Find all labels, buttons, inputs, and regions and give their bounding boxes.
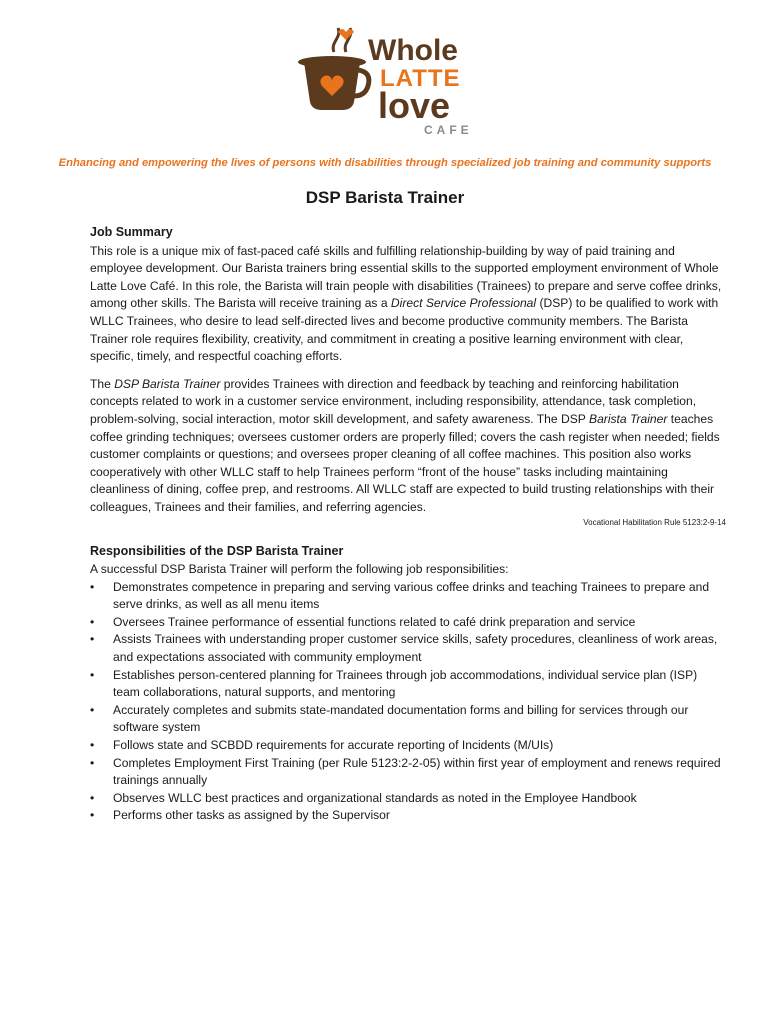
list-item-text: Establishes person-centered planning for Trainees through job accommodations, individual service plan (ISP) team collaborations, natural supports, and mentoring <box>113 667 698 700</box>
list-item <box>90 579 726 614</box>
document-body <box>90 224 726 825</box>
bullet-icon: • <box>90 755 95 770</box>
responsibilities-heading: Responsibilities of the DSP Barista Trainer <box>90 543 344 558</box>
list-item <box>90 790 726 808</box>
summary-text-1b: (DSP) to be qualified to work with WLLC Trainees, who desire to lead self-directed lives and become productive community members. The Barista Trainer role requires flexibility, creativity, and commitment in creating a positive learning environment with clear, specific, timely, and respectful coaching efforts. <box>90 296 719 364</box>
bullet-icon: • <box>90 808 95 823</box>
logo-word-latte: LATTE <box>380 65 461 92</box>
list-item-text: Accurately completes and submits state-mandated documentation forms and billing for services through our software system <box>113 702 689 735</box>
logo-word-whole: Whole <box>368 34 458 67</box>
page-title: DSP Barista Trainer <box>305 188 465 207</box>
list-item-text: Oversees Trainee performance of essential functions related to café drink preparation and service <box>113 614 636 629</box>
responsibilities-intro: A successful DSP Barista Trainer will perform the following job responsibilities: <box>90 562 509 577</box>
rule-reference: Vocational Habilitation Rule 5123:2-9-14 <box>583 517 726 527</box>
whole-latte-love-logo <box>294 22 494 140</box>
summary-emphasis-dsp: Direct Service Professional <box>390 296 537 311</box>
list-item <box>90 631 726 666</box>
responsibilities-list <box>90 579 726 825</box>
bullet-icon: • <box>90 614 95 629</box>
bullet-icon: • <box>90 632 95 647</box>
summary-paragraph-1 <box>90 243 726 366</box>
summary-emphasis-trainer: Barista Trainer <box>589 411 668 426</box>
list-item-text: Demonstrates competence in preparing and serving various coffee drinks and teaching Trainees to prepare and serve drinks, as well as all menu items <box>113 579 710 612</box>
list-item <box>90 737 726 755</box>
list-item <box>90 702 726 737</box>
list-item-text: Assists Trainees with understanding proper customer service skills, safety procedures, cleanliness of work areas, and expectations associated with community employment <box>113 632 718 665</box>
list-item <box>90 614 726 632</box>
summary-emphasis-role: DSP Barista Trainer <box>114 376 221 391</box>
summary-text-2a: The <box>90 376 115 391</box>
logo-word-love: love <box>378 85 451 126</box>
bullet-icon: • <box>90 667 95 682</box>
summary-text-2c: teaches coffee grinding techniques; oversees customer orders are properly filled; covers the cash register when needed; fields customer complaints or questions; and oversees proper cleaning of all coffee machines. This position also works cooperatively with other WLLC staff to help Trainees perform “front of the house” tasks including maintaining cleanliness of dining, coffee prep, and restrooms. All WLLC staff are expected to build trusting relationships with their colleagues, Trainees and their families, and referring agencies. <box>90 411 720 514</box>
bullet-icon: • <box>90 702 95 717</box>
summary-text-1a: This role is a unique mix of fast-paced café skills and fulfilling relationship-building by way of paid training and employee development. Our Barista trainers bring essential skills to the supported employment environment of Whole Latte Love Café. In this role, the Barista will train people with disabilities (Trainees) to prepare and serve coffee drinks, among other skills. The Barista will receive training as a <box>90 243 722 311</box>
list-item <box>90 667 726 702</box>
summary-text-2b: provides Trainees with direction and feedback by teaching and reinforcing habilitation concepts related to work in a customer service environment, including responsibility, attendance, task completion, problem-solving, social interaction, motor skill development, and safety awareness. The DSP <box>90 376 697 426</box>
bullet-icon: • <box>90 738 95 753</box>
list-item <box>90 755 726 790</box>
logo-word-cafe: CAFE <box>424 123 473 137</box>
tagline: Enhancing and empowering the lives of persons with disabilities through specialized job training and community supports <box>58 157 712 169</box>
list-item-text: Follows state and SCBDD requirements for accurate reporting of Incidents (M/UIs) <box>113 738 554 753</box>
bullet-icon: • <box>90 579 95 594</box>
summary-paragraph-2 <box>90 376 726 517</box>
list-item-text: Observes WLLC best practices and organizational standards as noted in the Employee Handbook <box>113 790 637 805</box>
list-item-text: Completes Employment First Training (per Rule 5123:2-2-05) within first year of employment and renews required trainings annually <box>113 755 721 788</box>
list-item-text: Performs other tasks as assigned by the Supervisor <box>113 808 390 823</box>
bullet-icon: • <box>90 790 95 805</box>
list-item <box>90 807 726 825</box>
job-summary-heading: Job Summary <box>90 225 173 239</box>
